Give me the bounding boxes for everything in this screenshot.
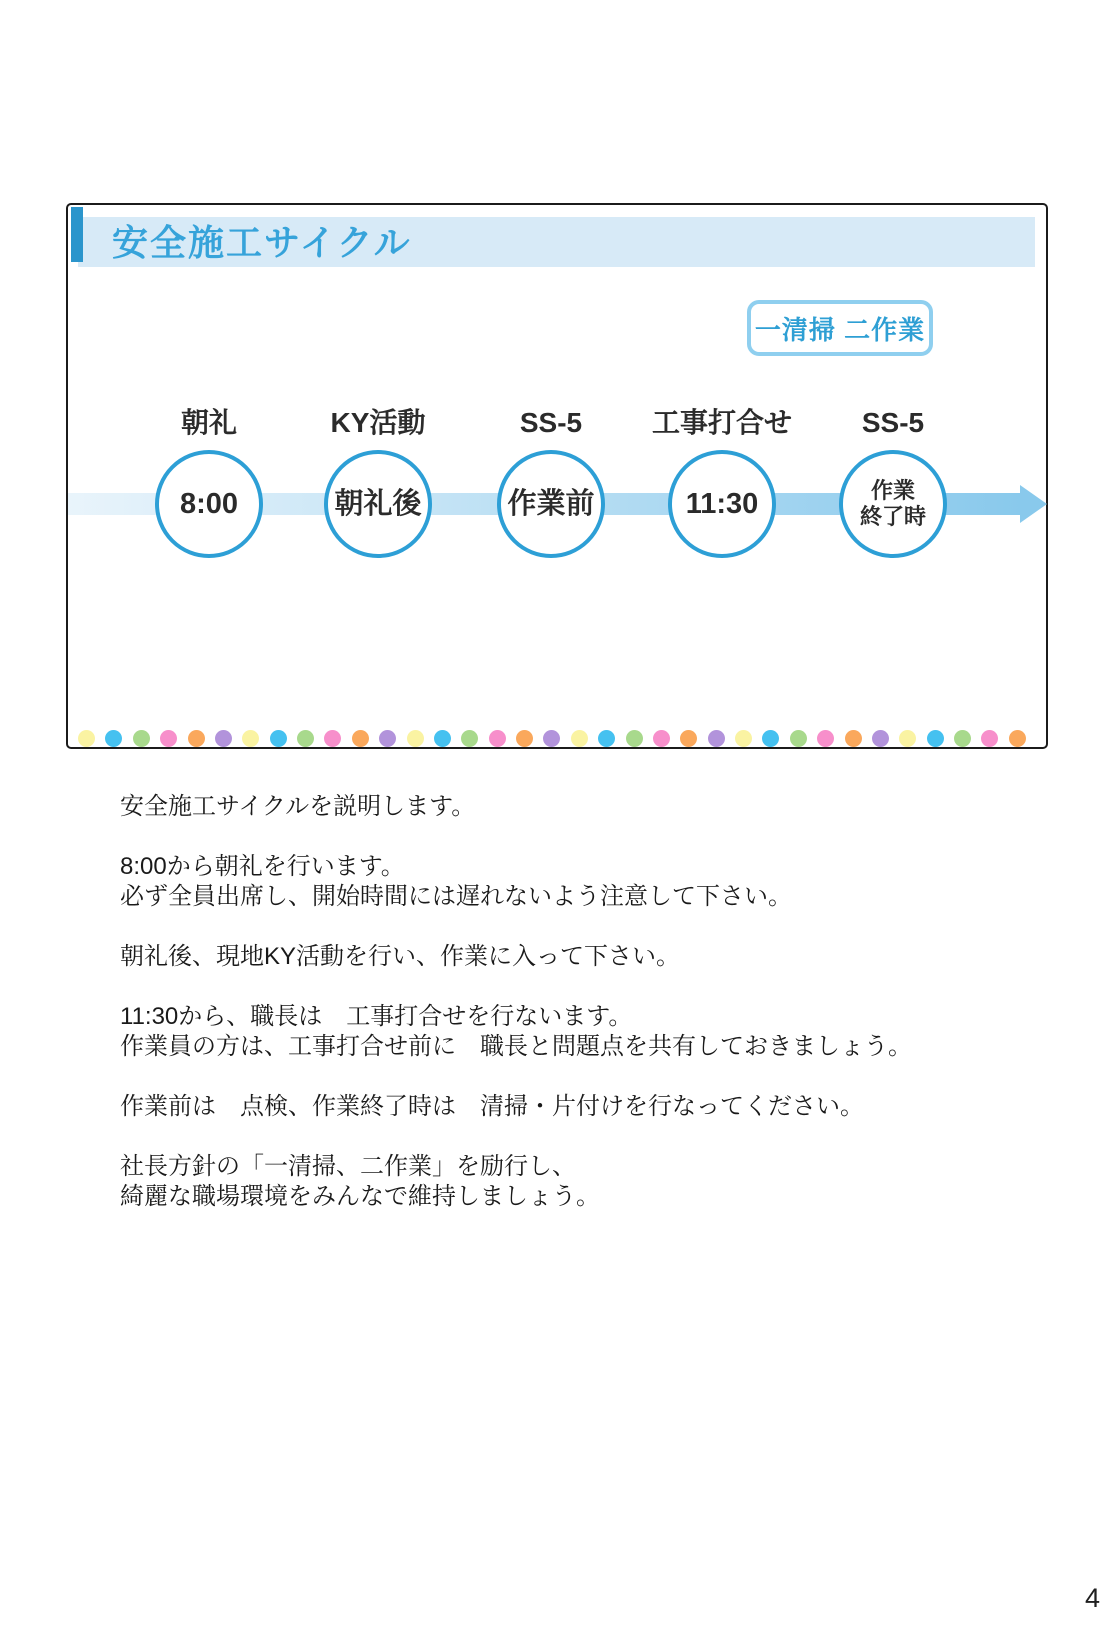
pastel-dot	[434, 730, 451, 747]
paragraph	[120, 852, 1020, 912]
step-value: 朝礼後	[334, 488, 422, 520]
pastel-dot	[516, 730, 533, 747]
paragraph-line: 作業員の方は、工事打合せ前に 職長と問題点を共有しておきましょう。	[120, 1033, 912, 1060]
pastel-dot	[762, 730, 779, 747]
pastel-dot	[242, 730, 259, 747]
pastel-dot	[954, 730, 971, 747]
pastel-dot	[160, 730, 177, 747]
pastel-dot	[188, 730, 205, 747]
pastel-dot	[543, 730, 560, 747]
paragraph-line: 必ず全員出席し、開始時間には遅れないよう注意して下さい。	[120, 883, 792, 910]
section-header	[78, 217, 1035, 267]
paragraph	[120, 1002, 1020, 1062]
step-value: 作業前	[507, 488, 595, 520]
pastel-dot	[133, 730, 150, 747]
page-number: 4	[1084, 1583, 1100, 1613]
paragraph	[120, 792, 1020, 822]
pastel-dot	[817, 730, 834, 747]
pastel-dot	[790, 730, 807, 747]
pastel-dot	[653, 730, 670, 747]
pastel-dot	[626, 730, 643, 747]
step-label: SS-5	[861, 407, 925, 438]
paragraph-line: 作業前は 点検、作業終了時は 清掃・片付けを行なってください。	[120, 1093, 864, 1120]
paragraph	[120, 942, 1020, 972]
body-text	[120, 792, 1020, 1242]
pastel-dot	[735, 730, 752, 747]
pastel-dot	[78, 730, 95, 747]
pastel-dot	[981, 730, 998, 747]
step-label: SS-5	[519, 407, 583, 438]
pastel-dot	[407, 730, 424, 747]
pastel-dot	[461, 730, 478, 747]
paragraph	[120, 1092, 1020, 1122]
step-label: 朝礼	[180, 407, 237, 438]
paragraph-line: 社長方針の「一清掃、二作業」を励行し、	[120, 1153, 576, 1180]
pastel-dot	[680, 730, 697, 747]
step-circle	[497, 450, 605, 558]
pastel-dot	[708, 730, 725, 747]
timeline-arrowhead-icon	[1020, 485, 1047, 523]
paragraph-line: 綺麗な職場環境をみんなで維持しましょう。	[120, 1183, 600, 1210]
paragraph-line: 朝礼後、現地KY活動を行い、作業に入って下さい。	[120, 943, 681, 970]
pastel-dot	[845, 730, 862, 747]
pastel-dot	[927, 730, 944, 747]
step-circle	[155, 450, 263, 558]
step-circle	[668, 450, 776, 558]
paragraph-line: 11:30から、職長は 工事打合せを行ないます。	[120, 1003, 633, 1030]
paragraph-line: 安全施工サイクルを説明します。	[120, 793, 476, 820]
paragraph	[120, 1152, 1020, 1212]
pastel-dot	[379, 730, 396, 747]
section-title: 安全施工サイクル	[112, 222, 412, 263]
pastel-dot	[324, 730, 341, 747]
step-value: 8:00	[179, 488, 239, 520]
pastel-dot	[571, 730, 588, 747]
slogan-badge-label: 一清掃 二作業	[754, 314, 926, 345]
pastel-dot	[105, 730, 122, 747]
timeline-step	[785, 405, 1001, 558]
pastel-dot	[297, 730, 314, 747]
pastel-dot	[270, 730, 287, 747]
header-accent-bar	[71, 207, 83, 262]
step-value: 11:30	[685, 488, 759, 520]
slogan-badge	[747, 300, 933, 356]
pastel-dot	[489, 730, 506, 747]
pastel-dot	[1009, 730, 1026, 747]
pastel-dot	[215, 730, 232, 747]
pastel-dot	[899, 730, 916, 747]
step-value: 作業	[870, 478, 915, 503]
safety-cycle-card	[66, 203, 1048, 749]
dots-divider	[78, 729, 1026, 747]
step-circle	[839, 450, 947, 558]
step-label: KY活動	[330, 407, 426, 438]
pastel-dot	[872, 730, 889, 747]
step-circle	[324, 450, 432, 558]
step-value: 終了時	[859, 504, 926, 529]
pastel-dot	[598, 730, 615, 747]
paragraph-line: 8:00から朝礼を行います。	[120, 853, 405, 880]
step-label: 工事打合せ	[651, 407, 792, 438]
pastel-dot	[352, 730, 369, 747]
